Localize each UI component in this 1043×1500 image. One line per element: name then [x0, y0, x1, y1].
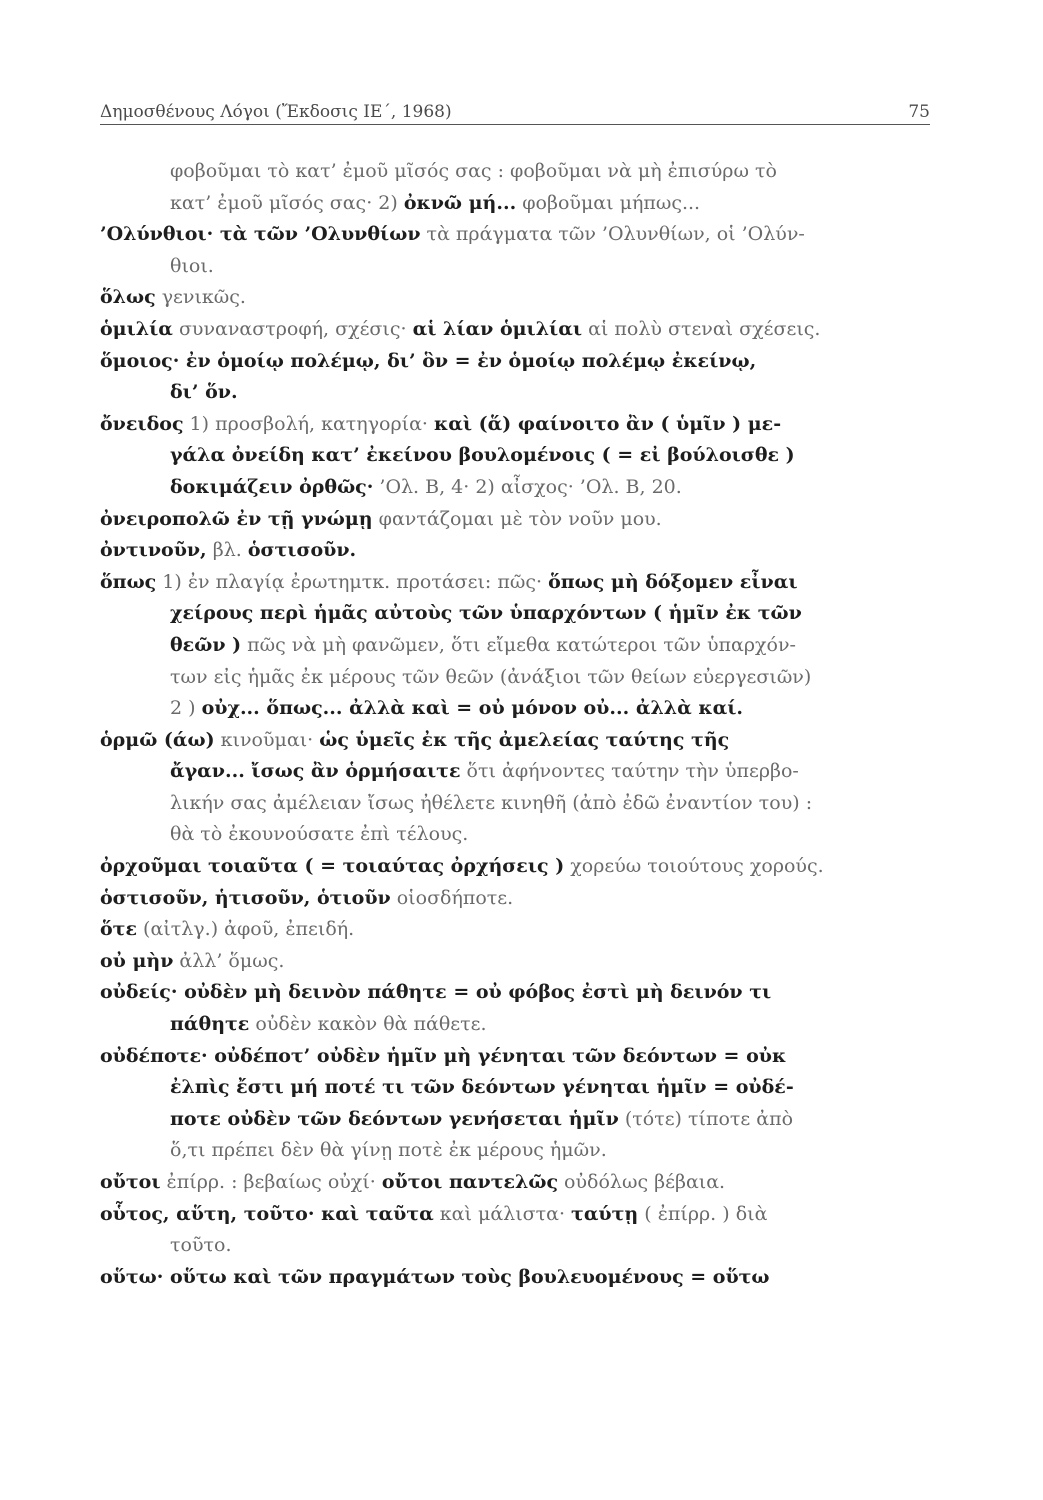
bold-term: οὐχ... ὅπως... ἀλλὰ καὶ = οὐ μόνον οὐ... ἀλλὰ καί. — [201, 697, 744, 720]
page-number: 75 — [908, 102, 930, 122]
gloss-text: ἐπίρρ. : βεβαίως οὐχί· — [160, 1171, 382, 1193]
text-line — [100, 946, 936, 978]
bold-term: ἄγαν... ἴσως ἂν ὁρμήσαιτε — [170, 760, 461, 783]
text-line — [100, 377, 936, 409]
text-line — [100, 914, 936, 946]
bold-term: καὶ (ἅ) φαίνοιτο ἂν ( ὑμῖν ) με- — [434, 412, 782, 435]
text-line — [100, 883, 936, 915]
gloss-text: 1) προσβολή, κατηγορία· — [183, 412, 435, 435]
text-line — [100, 156, 936, 188]
bold-term: ὅμοιος· ἐν ὁμοίῳ πολέμῳ, δι’ ὃν = ἐν ὁμοίῳ πολέμῳ ἐκείνῳ, — [100, 349, 757, 372]
glossary-body — [100, 156, 936, 1293]
text-line — [100, 977, 936, 1009]
gloss-text: αἱ πολὺ στεναὶ σχέσεις. — [582, 317, 821, 340]
gloss-text: φοβοῦμαι μήπως... — [516, 191, 701, 214]
text-line — [100, 409, 936, 441]
text-line — [100, 1041, 936, 1073]
text-line — [100, 1072, 936, 1104]
bold-term: δοκιμάζειν ὀρθῶς· — [170, 475, 374, 498]
text-line — [100, 693, 936, 725]
gloss-text: 2 ) — [170, 697, 202, 720]
gloss-text: ’Ολ. Β, 4· 2) αἶσχος· ’Ολ. Β, 20. — [373, 475, 682, 498]
bold-term: ὀκνῶ μή... — [403, 191, 517, 214]
bold-term: οὗτος, αὕτη, τοῦτο· καὶ ταῦτα — [100, 1202, 434, 1225]
bold-term: ὁστισοῦν, ἡτισοῦν, ὁτιοῦν — [100, 886, 391, 909]
gloss-text: φοβοῦμαι τὸ κατ’ ἐμοῦ μῖσός σας : φοβοῦμαι νὰ μὴ ἐπισύρω τὸ — [170, 160, 777, 182]
gloss-text: χορεύω τοιούτους χορούς. — [564, 855, 824, 878]
gloss-text: κατ’ ἐμοῦ μῖσός σας· 2) — [170, 191, 404, 214]
text-line — [100, 1199, 936, 1231]
bold-term: πάθητε — [170, 1013, 250, 1036]
text-line — [100, 756, 936, 788]
gloss-text: οἱοσδήποτε. — [390, 886, 514, 909]
text-line — [100, 251, 936, 283]
bold-term: οὕτω· οὕτω καὶ τῶν πραγμάτων τοὺς βουλευομένους = οὕτω — [100, 1265, 770, 1288]
text-line — [100, 314, 936, 346]
bold-term: αἱ λίαν ὁμιλίαι — [412, 317, 583, 340]
bold-term: οὔτοι παντελῶς — [381, 1171, 559, 1193]
bold-term: ὁμιλία — [100, 317, 173, 340]
gloss-text: πῶς νὰ μὴ φανῶμεν, ὅτι εἴμεθα κατώτεροι τῶν ὑπαρχόν- — [241, 633, 796, 656]
text-line — [100, 504, 936, 536]
bold-term: οὐδείς· οὐδὲν μὴ δεινὸν πάθητε = οὐ φόβος ἐστὶ μὴ δεινόν τι — [100, 981, 772, 1004]
bold-term: ὅπως — [100, 570, 157, 593]
gloss-text: θιοι. — [170, 254, 214, 277]
gloss-text: οὐδόλως βέβαια. — [558, 1171, 726, 1193]
text-line — [100, 188, 936, 220]
gloss-text: ( ἐπίρρ. ) διὰ — [638, 1202, 768, 1225]
text-line — [100, 567, 936, 599]
gloss-text: λικήν σας ἀμέλειαν ἴσως ἠθέλετε κινηθῆ (ἀπὸ ἐδῶ ἐναντίον του) : — [170, 791, 813, 814]
gloss-text: (αἰτλγ.) ἀφοῦ, ἐπειδή. — [137, 918, 355, 941]
text-line — [100, 1135, 936, 1167]
gloss-text: τοῦτο. — [170, 1234, 232, 1257]
running-title: Δημοσθένους Λόγοι (Ἔκδοσις ΙΕ΄, 1968) — [100, 102, 452, 122]
gloss-text: ἀλλ’ ὅμως. — [173, 949, 285, 972]
text-line — [100, 630, 936, 662]
gloss-text: καὶ μάλιστα· — [433, 1202, 572, 1225]
gloss-text: βλ. — [206, 539, 248, 562]
running-header — [100, 102, 930, 125]
gloss-text: γενικῶς. — [155, 286, 246, 309]
gloss-text: οὐδὲν κακὸν θὰ πάθετε. — [249, 1013, 487, 1036]
bold-term: θεῶν ) — [170, 633, 242, 656]
bold-term: ὀντινοῦν, — [100, 539, 207, 562]
bold-term: ἐλπὶς ἔστι μή ποτέ τι τῶν δεόντων γένηται ἡμῖν = οὐδέ- — [170, 1076, 794, 1099]
text-line — [100, 282, 936, 314]
gloss-text: (τότε) τίποτε ἀπὸ — [618, 1107, 794, 1130]
text-line — [100, 1230, 936, 1262]
text-line — [100, 219, 936, 251]
gloss-text: 1) ἐν πλαγίᾳ ἐρωτημτκ. προτάσει: πῶς· — [156, 570, 549, 593]
text-line — [100, 662, 936, 694]
bold-term: ὀνειροπολῶ ἐν τῇ γνώμῃ — [100, 507, 373, 530]
bold-term: οὔτοι — [100, 1171, 161, 1193]
text-line — [100, 346, 936, 378]
gloss-text: θὰ τὸ ἐκουνούσατε ἐπὶ τέλους. — [170, 823, 469, 846]
gloss-text: ὅτι ἀφήνοντες ταύτην τὴν ὑπερβο- — [460, 760, 799, 783]
text-line — [100, 440, 936, 472]
text-line — [100, 535, 936, 567]
gloss-text: φαντάζομαι μὲ τὸν νοῦν μου. — [372, 507, 662, 530]
text-line — [100, 1104, 936, 1136]
text-line — [100, 1167, 936, 1199]
bold-term: ὅπως μὴ δόξομεν εἶναι — [548, 570, 798, 593]
bold-term: ’Ολύνθιοι· τὰ τῶν ’Ολυνθίων — [100, 223, 421, 246]
text-line — [100, 472, 936, 504]
bold-term: οὐδέποτε· οὐδέποτ’ οὐδὲν ἡμῖν μὴ γένηται τῶν δεόντων = οὐκ — [100, 1044, 787, 1067]
bold-term: δι’ ὅν. — [170, 381, 238, 404]
bold-term: ποτε οὐδὲν τῶν δεόντων γενήσεται ἡμῖν — [170, 1107, 619, 1130]
bold-term: ταύτῃ — [571, 1202, 639, 1225]
text-line — [100, 598, 936, 630]
text-line — [100, 819, 936, 851]
bold-term: ὅλως — [100, 286, 156, 309]
text-line — [100, 1009, 936, 1041]
bold-term: ὁστισοῦν. — [247, 539, 357, 562]
bold-term: ὅτε — [100, 918, 138, 941]
bold-term: ὁρμῶ (άω) — [100, 728, 215, 751]
gloss-text: ὅ,τι πρέπει δὲν θὰ γίνῃ ποτὲ ἐκ μέρους ἡμῶν. — [170, 1139, 607, 1162]
bold-term: ὀρχοῦμαι τοιαῦτα ( = τοιαύτας ὀρχήσεις ) — [100, 855, 565, 878]
text-line — [100, 725, 936, 757]
gloss-text: των εἰς ἡμᾶς ἐκ μέρους τῶν θεῶν (ἀνάξιοι τῶν θείων εὐεργεσιῶν) — [170, 665, 812, 688]
text-line — [100, 1262, 936, 1294]
bold-term: γάλα ὀνείδη κατ’ ἐκείνου βουλομένοις ( = εἰ βούλοισθε ) — [170, 444, 795, 467]
bold-term: ὄνειδος — [100, 412, 184, 435]
text-line — [100, 851, 936, 883]
bold-term: χείρους περὶ ἡμᾶς αὐτοὺς τῶν ὑπαρχόντων ( ἡμῖν ἐκ τῶν — [170, 602, 802, 625]
gloss-text: κινοῦμαι· — [214, 728, 320, 751]
bold-term: οὐ μὴν — [100, 949, 174, 972]
gloss-text: συναναστροφή, σχέσις· — [172, 317, 413, 340]
text-line — [100, 788, 936, 820]
gloss-text: τὰ πράγματα τῶν ’Ολυνθίων, οἱ ’Ολύν- — [420, 223, 805, 246]
bold-term: ὡς ὑμεῖς ἐκ τῆς ἀμελείας ταύτης τῆς — [319, 728, 730, 751]
